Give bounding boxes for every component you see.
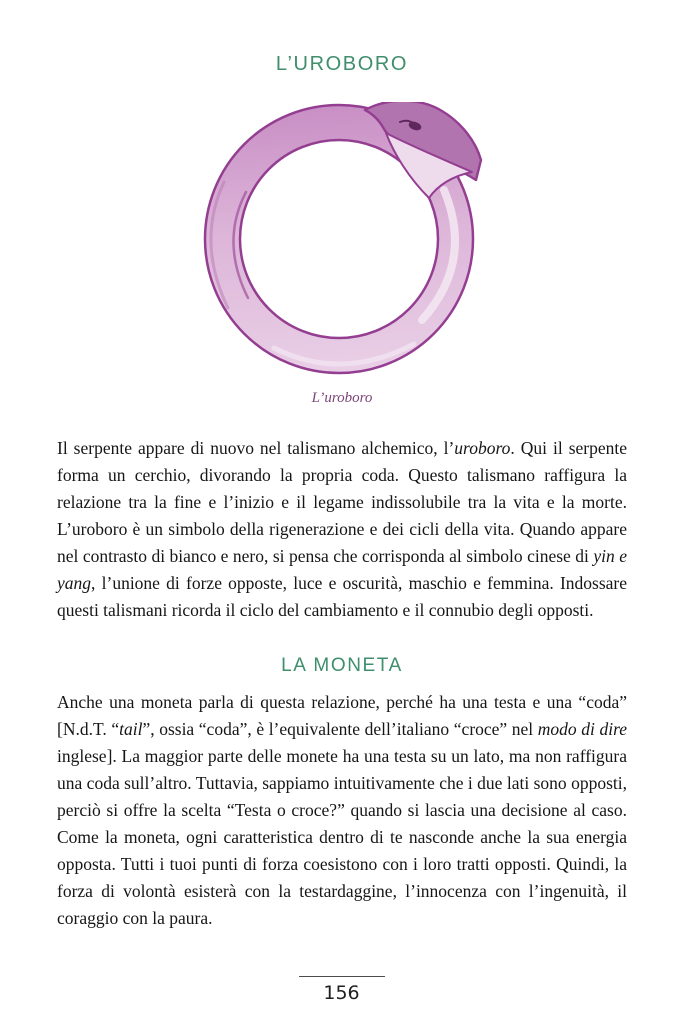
text-run-italic: uroboro (454, 438, 511, 458)
text-run-italic: tail (119, 718, 143, 739)
text-run: Anche una moneta parla di questa relazione, perché ha una testa e una “coda” [N.d.T. “ (57, 691, 627, 739)
paragraph-uroboro (57, 435, 627, 624)
paragraph-moneta (57, 689, 627, 932)
page-footer (0, 976, 683, 1004)
ouroboros-figure (182, 102, 502, 407)
text-run: inglese]. La maggior parte delle monete ha una testa su un lato, ma non raffigura una coda sull’altro. Tuttavia, sappiamo intuitivamente che i due lati sono opposti, perciò si offre la scelta “Testa o croce?” quando si lascia una decisione al caso. Come la moneta, ogni caratteristica dentro di te nasconde anche la sua energia opposta. Tutti i tuoi punti di forza coesistono con i loro tratti opposti. Quindi, la forza di volontà esisterà con la testardaggine, l’innocenza con l’ingenuità, il coraggio con la paura. (57, 745, 627, 928)
text-run: Il serpente appare di nuovo nel talismano alchemico, l’ (57, 438, 455, 458)
text-run: . Qui il serpente forma un cerchio, divorando la propria coda. Questo talismano raffigura la relazione tra la fine e l’inizio e il legame indissolubile tra la vita e la morte. L’uroboro è un simbolo della rigenerazione e dei cicli della vita. Quando appare nel contrasto di bianco e nero, si pensa che corrisponda al simbolo cinese di (57, 438, 627, 566)
figure-caption: L’uroboro (311, 390, 373, 406)
text-run: ”, ossia “coda”, è l’equivalente dell’italiano “croce” nel (142, 718, 538, 739)
text-run: , l’unione di forze opposte, luce e oscurità, maschio e femmina. Indossare questi talismani ricorda il ciclo del cambiamento e il connubio degli opposti. (57, 573, 627, 620)
footer-rule (299, 976, 385, 977)
section-title-la-moneta: LA MONETA (281, 655, 403, 676)
text-run-italic: yin e yang (57, 546, 627, 593)
text-run-italic: modo di dire (537, 718, 628, 739)
page-number: 156 (323, 982, 360, 1004)
ouroboros-illustration (182, 102, 502, 380)
page-title: L’UROBORO (275, 53, 409, 75)
